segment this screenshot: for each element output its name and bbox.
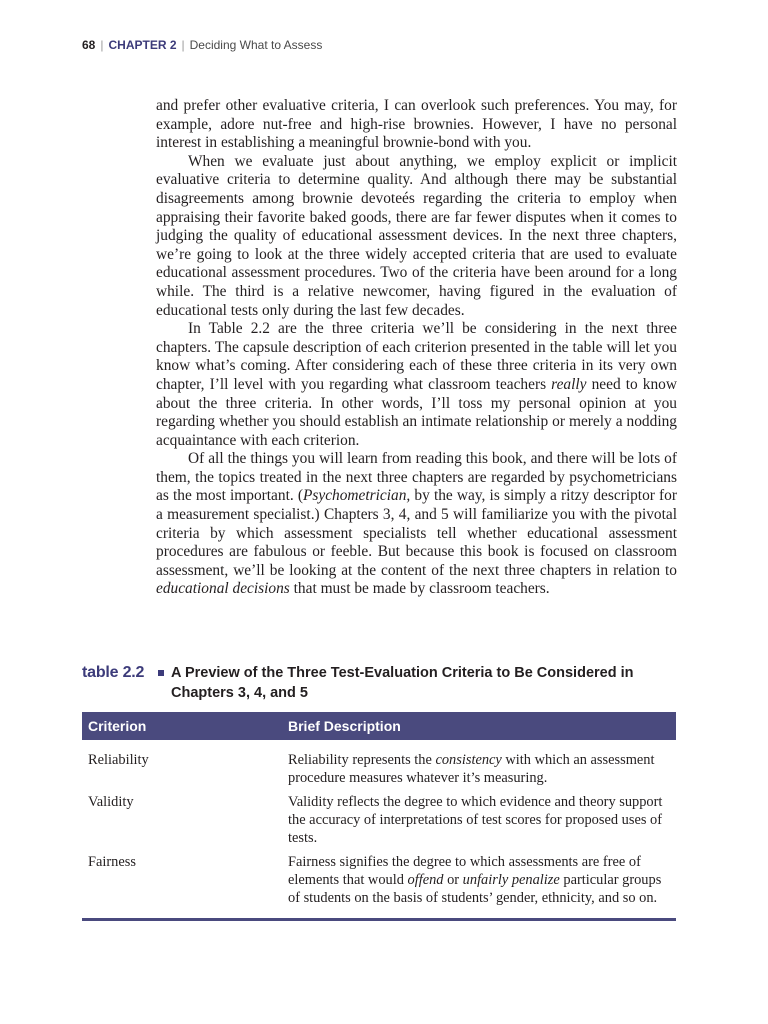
table-title: A Preview of the Three Test-Evaluation Criteria to Be Considered in Chapters 3, 4, and 5 (171, 665, 634, 701)
description-text: or (443, 872, 463, 888)
square-bullet-icon (158, 670, 164, 676)
column-header-criterion: Criterion (88, 718, 147, 734)
body-text (156, 97, 677, 599)
paragraph-4-text: by the way, is simply a ritzy descriptor for a measurement specialist.) Chapters 3, 4, and 5 will familiarize you with the pivotal criteria by which assessment specialists tell whether educational assessment procedures are fabulous or feeble. But because this book is focused on classroom assessment, we’ll be looking at the content of the next three chapters in relation to (156, 487, 678, 579)
table-bottom-rule (82, 918, 676, 921)
page-number: 68 (82, 38, 96, 52)
column-header-description: Brief Description (288, 718, 401, 734)
header-divider: | (100, 38, 104, 52)
running-head (82, 37, 322, 53)
paragraph-3 (156, 320, 677, 450)
description-emphasis: offend (407, 872, 444, 888)
description-cell: Validity reflects the degree to which evidence and theory support the accuracy of interpretations of test scores for proposed uses of tests. (288, 794, 663, 846)
paragraph-3-text: need to know about the three criteria. In other words, I’ll toss my personal opinion at you regarding whether you should establish an intimate relationship or merely a nodding acquaintance with each criterion. (156, 375, 677, 449)
table-header-row (82, 712, 676, 740)
table-row (82, 787, 676, 847)
table-label: table 2.2 (82, 664, 145, 681)
criteria-table (82, 712, 676, 915)
chapter-title: Deciding What to Assess (189, 38, 323, 52)
paragraph-2: When we evaluate just about anything, we employ explicit or implicit evaluative criteria to determine quality. And although there may be substantial disagreements among brownie devoteés regarding the criteria to employ when appraising their favorite baked goods, there are far fewer disputes when it comes to judging the quality of educational assessment devices. In the next three chapters, we’re going to look at the three widely accepted criteria that are used to evaluate educational assessment procedures. Two of the criteria have been around for a long while. The third is a relative newcomer, having figured in the evaluation of educational tests only during the last few decades. (156, 152, 677, 319)
description-text: Fairness signifies the degree to which assessments are free of elements that would (288, 854, 641, 888)
description-emphasis: unfairly penalize (462, 872, 560, 888)
description-text: with which an assessment procedure measures whatever it’s measuring. (288, 752, 655, 786)
paragraph-4-emphasis: Psychometrician, (302, 487, 411, 505)
chapter-label: CHAPTER 2 (108, 38, 177, 52)
paragraph-4 (156, 450, 677, 599)
table-row (82, 740, 676, 787)
table-row (82, 847, 676, 915)
description-text: particular groups of students on the basis of students’ gender, ethnicity, and so on. (288, 872, 662, 906)
description-emphasis: consistency (435, 752, 502, 768)
paragraph-3-text: In Table 2.2 are the three criteria we’ll be considering in the next three chapters. The capsule description of each criterion presented in the table will let you know what’s coming. After considering each of these three criteria in its very own chapter, I’ll level with you regarding what classroom teachers (156, 320, 677, 393)
paragraph-4-text: that must be made by classroom teachers. (289, 580, 550, 598)
description-cell (288, 740, 676, 787)
criterion-cell: Validity (88, 794, 134, 810)
paragraph-3-emphasis: really (551, 375, 587, 393)
description-text: Reliability represents the (288, 752, 436, 768)
criterion-cell: Reliability (88, 752, 149, 768)
header-divider: | (181, 38, 185, 52)
paragraph-1: and prefer other evaluative criteria, I can overlook such preferences. You may, for example, adore nut-free and high-rise brownies. However, I have no personal interest in establishing a meaningful brownie-bond with you. (156, 97, 677, 152)
description-cell (288, 847, 676, 915)
criterion-cell: Fairness (88, 854, 136, 870)
paragraph-4-emphasis: educational decisions (156, 580, 290, 598)
paragraph-4-text: Of all the things you will learn from reading this book, and there will be lots of them, the topics treated in the next three chapters are regarded by psychometricians as the most important. ( (156, 450, 677, 505)
